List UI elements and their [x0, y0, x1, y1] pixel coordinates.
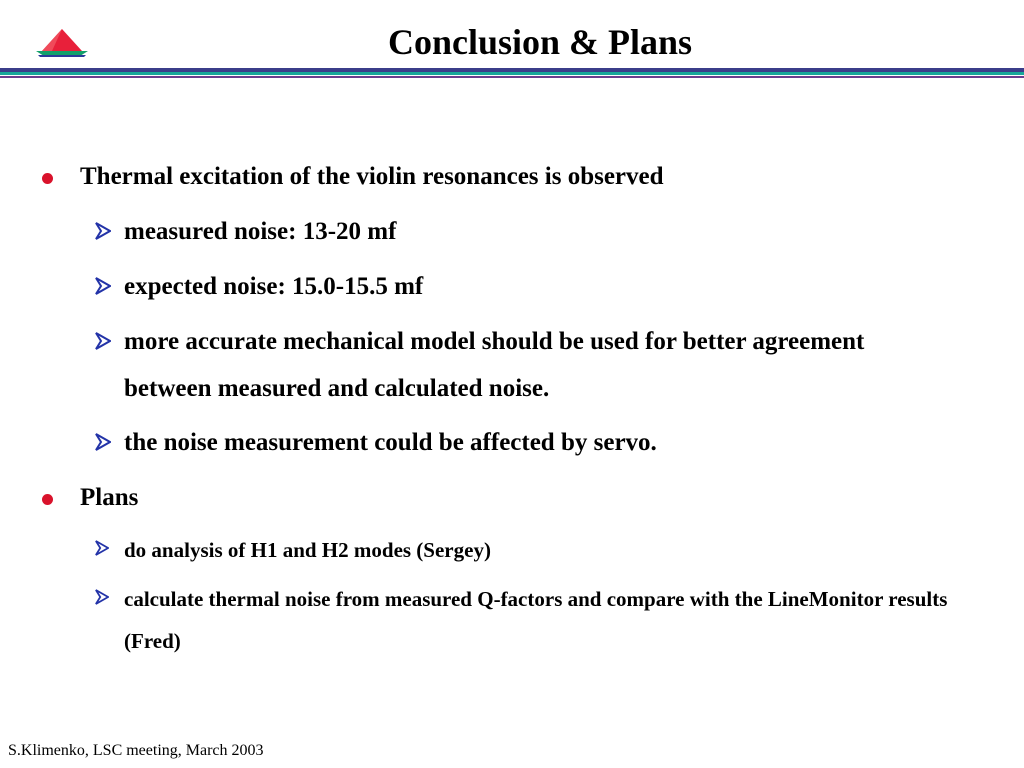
- subitem-expected-noise: [124, 272, 423, 302]
- subitem-mechanical-model: [124, 318, 924, 412]
- arrowhead-bullet-icon: [95, 589, 109, 605]
- bullet-text: Plans: [80, 484, 139, 511]
- subitem-text: calculate thermal noise from measured Q-factors and compare with the LineMonitor results (Fred): [124, 587, 948, 653]
- subitem-text: expected noise: 15.0-15.5 mf: [124, 273, 424, 300]
- bullet-plans: [80, 483, 138, 513]
- arrowhead-bullet-icon: [95, 332, 111, 350]
- subitem-text: do analysis of H1 and H2 modes (Sergey): [124, 538, 491, 562]
- subitem-servo: [124, 428, 657, 458]
- red-dot-bullet-icon: [42, 494, 53, 505]
- subitem-text: the noise measurement could be affected by servo.: [124, 429, 657, 456]
- bullet-thermal-excitation: [80, 162, 664, 192]
- arrowhead-bullet-icon: [95, 222, 111, 240]
- red-dot-bullet-icon: [42, 173, 53, 184]
- subitem-thermal-noise-calc: [124, 578, 984, 662]
- header-rule-middle: [0, 72, 1024, 75]
- slide-title: Conclusion & Plans: [387, 22, 693, 62]
- footer-credit: S.Klimenko, LSC meeting, March 2003: [8, 742, 264, 759]
- subitem-measured-noise: [124, 217, 396, 247]
- bullet-text: Thermal excitation of the violin resonances is observed: [80, 163, 664, 190]
- subitem-text: more accurate mechanical model should be used for better agreement between measured and calculated noise.: [124, 328, 865, 402]
- subitem-text: measured noise: 13-20 mf: [124, 218, 397, 245]
- header-rule-bottom: [0, 76, 1024, 78]
- arrowhead-bullet-icon: [95, 433, 111, 451]
- arrowhead-bullet-icon: [95, 540, 109, 556]
- subitem-h1-h2-analysis: [124, 537, 491, 563]
- arrowhead-bullet-icon: [95, 277, 111, 295]
